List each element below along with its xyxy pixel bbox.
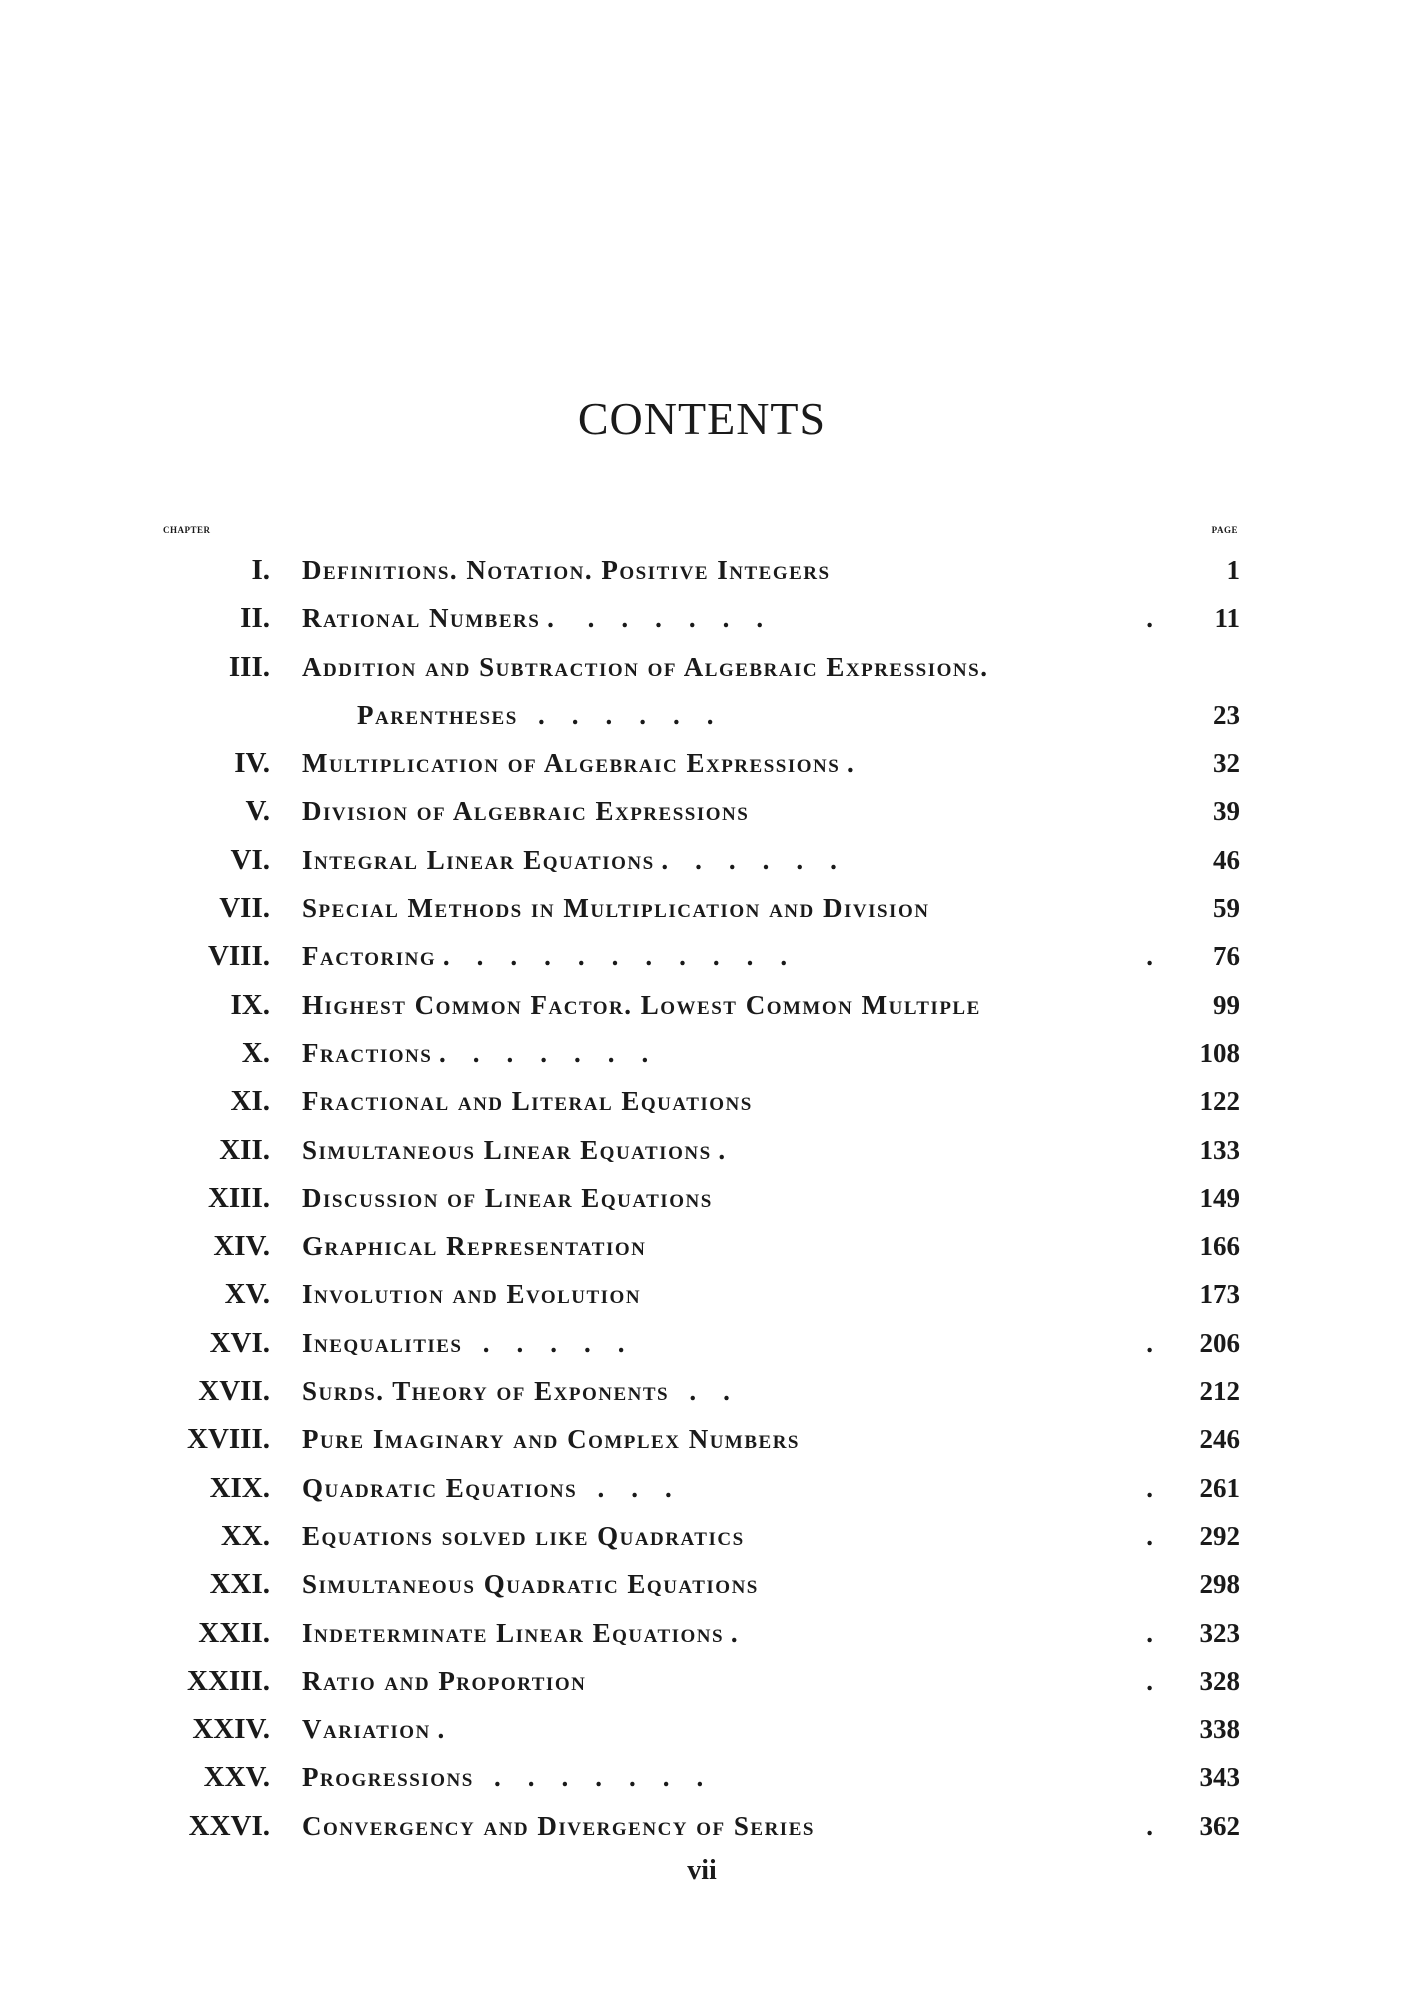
toc-entry: [0, 1077, 1404, 1125]
chapter-numeral: V.: [245, 795, 270, 828]
dot-leaders: . . . . . . .: [473, 1762, 704, 1793]
toc-entry: [0, 1174, 1404, 1222]
page-number: 206: [1199, 1327, 1240, 1358]
chapter-title-text: Discussion of Linear Equations: [302, 1182, 713, 1213]
chapter-numeral: XXVI.: [188, 1809, 270, 1842]
toc-entry: [0, 932, 1404, 980]
toc-entry: [0, 594, 1404, 642]
chapter-numeral: XII.: [219, 1133, 270, 1166]
chapter-title-text: Rational Numbers: [302, 603, 541, 634]
toc-entry: [0, 836, 1404, 884]
chapter-numeral: VI.: [230, 843, 270, 876]
page-number: 328: [1199, 1665, 1240, 1696]
toc-entry: [0, 1609, 1404, 1657]
chapter-title: [302, 1029, 648, 1077]
chapter-numeral: XIV.: [213, 1230, 270, 1263]
page-number: 23: [1213, 699, 1240, 730]
toc-entry: [0, 1270, 1404, 1318]
chapter-title: [302, 1270, 641, 1318]
chapter-title: [302, 1705, 444, 1753]
page-number: 166: [1199, 1231, 1240, 1262]
chapter-title: [302, 1609, 738, 1657]
page-number: 149: [1199, 1182, 1240, 1213]
chapter-title: [302, 594, 763, 642]
trailing-leader-dot: .: [1146, 1810, 1153, 1841]
dot-leaders: . . . . . . .: [540, 603, 764, 634]
toc-entry: [0, 1705, 1404, 1753]
chapter-numeral: XI.: [230, 1085, 270, 1118]
chapter-title-text: Multiplication of Algebraic Expressions: [302, 748, 841, 779]
page-number: 246: [1199, 1424, 1240, 1455]
chapter-numeral: IX.: [230, 988, 270, 1021]
toc-entry: [0, 1367, 1404, 1415]
chapter-title: [302, 1415, 800, 1463]
chapter-title-text: Progressions: [302, 1762, 474, 1793]
chapter-title-text: Parentheses: [357, 699, 518, 730]
toc-entry: [0, 1753, 1404, 1801]
page-title: CONTENTS: [577, 393, 827, 444]
chapter-title: [302, 1077, 753, 1125]
dot-leaders: .: [840, 748, 854, 779]
chapter-numeral: I.: [251, 554, 270, 586]
chapter-column-header: chapter: [163, 521, 211, 536]
chapter-numeral: XX.: [220, 1519, 270, 1552]
page-number: 212: [1199, 1376, 1240, 1407]
chapter-title-text: Fractional and Literal Equations: [302, 1086, 753, 1117]
chapter-title: [302, 643, 988, 691]
chapter-title: [302, 1319, 625, 1367]
chapter-title: [302, 1560, 759, 1608]
trailing-leader-dot: .: [1146, 1520, 1153, 1551]
chapter-title-text: Factoring: [302, 941, 437, 972]
chapter-numeral: XXV.: [203, 1761, 270, 1794]
chapter-numeral: VIII.: [207, 940, 270, 973]
chapter-title-text: Integral Linear Equations: [302, 844, 655, 875]
chapter-title: [302, 981, 981, 1029]
toc-entry: [0, 1512, 1404, 1560]
toc-entry: [0, 1029, 1404, 1077]
page-number: 133: [1199, 1134, 1240, 1165]
chapter-numeral: XXI.: [209, 1568, 270, 1601]
toc-entry: [0, 1560, 1404, 1608]
chapter-numeral: VII.: [219, 892, 270, 925]
chapter-title: [302, 1222, 646, 1270]
toc-entry: [0, 546, 1404, 594]
toc-entry: [0, 1802, 1404, 1850]
toc-entry: [0, 1657, 1404, 1705]
trailing-leader-dot: .: [1146, 603, 1153, 634]
chapter-numeral: XXIV.: [192, 1713, 270, 1746]
page-number: 76: [1213, 941, 1240, 972]
chapter-numeral: XIX.: [209, 1471, 270, 1504]
chapter-title: [302, 1657, 586, 1705]
chapter-title-text: Indeterminate Linear Equations: [302, 1617, 725, 1648]
page-number: 323: [1199, 1617, 1240, 1648]
dot-leaders: . . . . . .: [517, 699, 714, 730]
dot-leaders: .: [711, 1134, 726, 1165]
page-number: 39: [1213, 796, 1240, 827]
chapter-title: [302, 1367, 730, 1415]
chapter-title-text: Special Methods in Multiplication and Division: [302, 893, 930, 924]
chapter-title-text: Surds. Theory of Exponents: [302, 1376, 670, 1407]
chapter-numeral: IV.: [234, 747, 270, 780]
chapter-numeral: XIII.: [207, 1181, 270, 1214]
dot-leaders: . .: [669, 1376, 730, 1407]
page-number: 32: [1213, 748, 1240, 779]
page-number: 108: [1199, 1037, 1240, 1068]
chapter-numeral: XV.: [224, 1278, 270, 1311]
page-folio: vii: [687, 1855, 717, 1886]
toc-entry: [0, 691, 1404, 739]
page-number: 298: [1199, 1569, 1240, 1600]
trailing-leader-dot: .: [1146, 1665, 1153, 1696]
dot-leaders: .: [430, 1714, 445, 1745]
dot-leaders: . . . . . . . . . . .: [436, 941, 788, 972]
chapter-title-text: Division of Algebraic Expressions: [302, 796, 750, 827]
dot-leaders: . . . . . .: [654, 844, 837, 875]
chapter-title: [302, 884, 929, 932]
page-number: 59: [1213, 893, 1240, 924]
chapter-title: [302, 546, 831, 594]
page-number: 261: [1199, 1472, 1240, 1503]
chapter-title-text: Highest Common Factor. Lowest Common Multiple: [302, 989, 981, 1020]
page-number: 343: [1199, 1762, 1240, 1793]
chapter-title: [357, 691, 714, 739]
chapter-title-text: Involution and Evolution: [302, 1279, 642, 1310]
chapter-title: [302, 1126, 725, 1174]
chapter-title-text: Simultaneous Quadratic Equations: [302, 1569, 759, 1600]
toc-entry: [0, 884, 1404, 932]
chapter-title-text: Addition and Subtraction of Algebraic Expressions.: [302, 651, 989, 682]
toc-entry: [0, 1126, 1404, 1174]
chapter-title: [302, 739, 854, 787]
page-number: 362: [1199, 1810, 1240, 1841]
chapter-numeral: III.: [228, 650, 270, 683]
chapter-title: [302, 1174, 713, 1222]
toc-entry: [0, 1464, 1404, 1512]
toc-entry: [0, 739, 1404, 787]
chapter-title: [302, 1464, 672, 1512]
chapter-numeral: XXII.: [198, 1616, 270, 1649]
dot-leaders: . . .: [577, 1472, 672, 1503]
chapter-numeral: II.: [240, 602, 270, 635]
toc-entry: [0, 981, 1404, 1029]
table-of-contents: [0, 546, 1404, 1850]
chapter-title-text: Inequalities: [302, 1327, 463, 1358]
toc-entry: [0, 787, 1404, 835]
chapter-title-text: Convergency and Divergency of Series: [302, 1810, 815, 1841]
page-number: 99: [1213, 989, 1240, 1020]
dot-leaders: . . . . . . .: [432, 1037, 649, 1068]
page-number: 1: [1226, 555, 1240, 585]
trailing-leader-dot: .: [1146, 1472, 1153, 1503]
chapter-numeral: XXIII.: [187, 1664, 270, 1697]
page-number: 173: [1199, 1279, 1240, 1310]
chapter-title: [302, 1802, 815, 1850]
chapter-title: [302, 1512, 745, 1560]
chapter-title: [302, 932, 787, 980]
chapter-title: [302, 787, 749, 835]
toc-entry: [0, 643, 1404, 691]
toc-entry: [0, 1319, 1404, 1367]
trailing-leader-dot: .: [1146, 1327, 1153, 1358]
chapter-numeral: XVII.: [198, 1375, 270, 1408]
page-number: 292: [1199, 1520, 1240, 1551]
chapter-title-text: Equations solved like Quadratics: [302, 1520, 745, 1551]
chapter-title-text: Graphical Representation: [302, 1231, 647, 1262]
chapter-title-text: Fractions: [302, 1037, 433, 1068]
trailing-leader-dot: .: [1146, 1617, 1153, 1648]
chapter-title-text: Pure Imaginary and Complex Numbers: [302, 1424, 800, 1455]
chapter-title-text: Definitions. Notation. Positive Integers: [302, 555, 831, 585]
dot-leaders: .: [724, 1617, 738, 1648]
page-number: 338: [1199, 1714, 1240, 1745]
toc-entry: [0, 1415, 1404, 1463]
chapter-numeral: XVI.: [209, 1326, 270, 1359]
trailing-leader-dot: .: [1146, 941, 1153, 972]
chapter-numeral: XVIII.: [187, 1423, 270, 1456]
dot-leaders: . . . . .: [462, 1327, 625, 1358]
chapter-numeral: X.: [241, 1036, 270, 1069]
chapter-title-text: Quadratic Equations: [302, 1472, 578, 1503]
toc-entry: [0, 1222, 1404, 1270]
page-number: 122: [1199, 1086, 1240, 1117]
chapter-title: [302, 1753, 703, 1801]
chapter-title-text: Variation: [302, 1714, 431, 1745]
page-number: 11: [1214, 603, 1240, 634]
page-number: 46: [1213, 844, 1240, 875]
page-column-header: page: [1211, 521, 1238, 536]
chapter-title-text: Simultaneous Linear Equations: [302, 1134, 712, 1165]
chapter-title-text: Ratio and Proportion: [302, 1665, 587, 1696]
chapter-title: [302, 836, 837, 884]
